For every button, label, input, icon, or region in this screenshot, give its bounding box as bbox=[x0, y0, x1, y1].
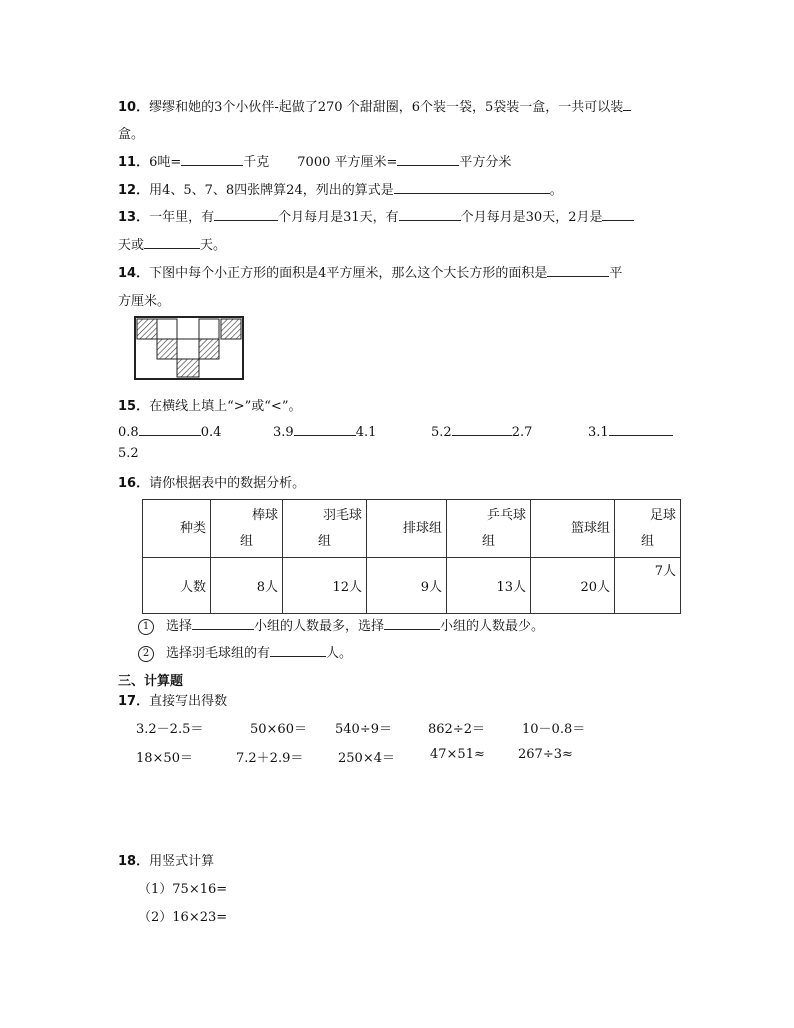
q13-text-5: 天。 bbox=[200, 238, 227, 253]
question-text: 直接写出得数 bbox=[149, 694, 228, 709]
answer-blank[interactable] bbox=[397, 153, 459, 166]
table-cell: 20人 bbox=[531, 558, 615, 614]
question-number: 16． bbox=[118, 476, 150, 491]
hatched-square bbox=[199, 339, 219, 359]
question-number: 10． bbox=[118, 100, 150, 115]
question-text: 在横线上填上“>”或“<”。 bbox=[149, 399, 302, 414]
section-title: 三、计算题 bbox=[118, 674, 184, 689]
question-16 bbox=[118, 472, 305, 491]
hatched-square bbox=[177, 359, 199, 377]
header-line1: 棒球 bbox=[251, 507, 278, 523]
header-line2: 组 bbox=[239, 533, 253, 549]
answer-blank[interactable] bbox=[144, 236, 200, 249]
table-header-row bbox=[143, 500, 681, 558]
calc-item: 50×60＝ bbox=[250, 722, 307, 737]
sub-text: 人。 bbox=[326, 646, 353, 661]
q13-text-3: 个月每月是30天，2月是 bbox=[460, 210, 603, 225]
question-15 bbox=[118, 395, 301, 414]
table-cell: 12人 bbox=[283, 558, 367, 614]
vertical-calc-item: （2）16×23= bbox=[138, 910, 228, 925]
table-cell: 13人 bbox=[447, 558, 531, 614]
question-text-tail: 平 bbox=[609, 266, 623, 281]
grid-figure bbox=[134, 316, 246, 382]
calc-item: 267÷3≈ bbox=[518, 747, 573, 762]
question-number: 13． bbox=[118, 210, 150, 225]
compare-item-4-right: 5.2 bbox=[118, 446, 139, 461]
question-text: 下图中每个小正方形的面积是4平方厘米，那么这个大长方形的面积是 bbox=[149, 266, 548, 281]
punctuation: 。 bbox=[549, 183, 563, 198]
question-17 bbox=[118, 690, 227, 709]
data-table bbox=[142, 499, 681, 614]
sub-text: 选择羽毛球组的有 bbox=[166, 646, 271, 661]
question-18 bbox=[118, 850, 214, 869]
answer-blank[interactable] bbox=[181, 153, 243, 166]
compare-right: 4.1 bbox=[355, 425, 377, 440]
table-header-cell bbox=[615, 500, 681, 558]
question-14-line2: 方厘米。 bbox=[118, 294, 171, 309]
question-12 bbox=[118, 179, 563, 198]
calc-item: 862÷2＝ bbox=[428, 722, 485, 737]
hatched-square bbox=[157, 339, 177, 359]
answer-blank[interactable] bbox=[294, 423, 356, 436]
q11-part-b: 7000 平方厘米= bbox=[297, 155, 398, 170]
question-number: 18． bbox=[118, 854, 150, 869]
compare-item-2 bbox=[273, 423, 376, 440]
circled-number: 2 bbox=[138, 646, 154, 662]
question-text: 缪缪和她的3个小伙伴-起做了270 个甜甜圈，6个装一袋，5袋装一盒，一共可以装 bbox=[149, 100, 624, 115]
answer-blank[interactable] bbox=[270, 644, 326, 657]
question-13 bbox=[118, 206, 634, 225]
header-line2: 组 bbox=[317, 533, 331, 549]
question-text: 请你根据表中的数据分析。 bbox=[149, 476, 306, 491]
calc-item: 18×50＝ bbox=[136, 751, 193, 766]
sub-text: 小组的人数最少。 bbox=[440, 619, 545, 634]
answer-blank[interactable] bbox=[602, 208, 634, 221]
table-cell: 7人 bbox=[615, 558, 681, 614]
calc-item: 47×51≈ bbox=[430, 747, 485, 762]
q13-text-2: 个月每月是31天，有 bbox=[278, 210, 399, 225]
question-number: 11． bbox=[118, 155, 150, 170]
q13-text-1: 一年里，有 bbox=[149, 210, 215, 225]
question-10-end: 盒。 bbox=[118, 127, 145, 142]
compare-right: 2.7 bbox=[511, 425, 533, 440]
table-header-cell bbox=[367, 500, 447, 558]
answer-blank[interactable] bbox=[394, 181, 550, 194]
hatched-square bbox=[221, 319, 241, 339]
table-header-cell bbox=[283, 500, 367, 558]
answer-blank[interactable] bbox=[547, 264, 609, 277]
table-row-label: 人数 bbox=[143, 558, 211, 614]
table-header-cell bbox=[531, 500, 615, 558]
square bbox=[177, 339, 199, 359]
question-number: 15． bbox=[118, 399, 150, 414]
header-line1: 排球组 bbox=[402, 520, 442, 536]
circled-number: 1 bbox=[138, 619, 154, 635]
vertical-calc-item: （1）75×16= bbox=[138, 882, 228, 897]
sub-text: 小组的人数最多，选择 bbox=[254, 619, 385, 634]
question-number: 14． bbox=[118, 266, 150, 281]
header-line2: 组 bbox=[640, 533, 654, 549]
question-13-line2 bbox=[118, 234, 226, 253]
question-14 bbox=[118, 262, 622, 281]
question-11 bbox=[118, 151, 511, 170]
question-text: 用竖式计算 bbox=[149, 854, 215, 869]
q16-sub-2 bbox=[138, 642, 352, 662]
answer-blank[interactable] bbox=[399, 208, 461, 221]
q11-unit-b: 平方分米 bbox=[459, 155, 512, 170]
answer-blank[interactable] bbox=[609, 423, 673, 436]
compare-left: 5.2 bbox=[431, 425, 452, 440]
calc-item: 540÷9＝ bbox=[335, 722, 392, 737]
question-10 bbox=[118, 96, 631, 115]
table-cell: 9人 bbox=[367, 558, 447, 614]
compare-right: 0.4 bbox=[200, 425, 222, 440]
table-header-cell bbox=[211, 500, 283, 558]
header-line1: 篮球组 bbox=[570, 520, 610, 536]
table-header-cell bbox=[447, 500, 531, 558]
header-line1: 羽毛球 bbox=[322, 507, 362, 523]
hatched-square bbox=[137, 319, 157, 339]
question-text: 用4、5、7、8四张牌算24，列出的算式是 bbox=[149, 183, 394, 198]
answer-blank[interactable] bbox=[139, 423, 201, 436]
table-header-label: 种类 bbox=[143, 500, 211, 558]
question-number: 17． bbox=[118, 694, 150, 709]
calc-item: 7.2＋2.9＝ bbox=[236, 751, 304, 766]
q11-part-a: 6吨= bbox=[149, 155, 182, 170]
square bbox=[199, 319, 219, 339]
calc-item: 3.2－2.5＝ bbox=[136, 722, 204, 737]
header-line1: 乒乓球 bbox=[486, 507, 526, 523]
answer-blank[interactable] bbox=[623, 98, 631, 111]
q13-text-4: 天或 bbox=[118, 238, 145, 253]
calc-item: 10－0.8＝ bbox=[522, 722, 586, 737]
table-cell: 8人 bbox=[211, 558, 283, 614]
sub-text: 选择 bbox=[166, 619, 193, 634]
table-row bbox=[143, 558, 681, 614]
compare-left: 3.1 bbox=[588, 425, 609, 440]
header-line2: 组 bbox=[481, 533, 495, 549]
compare-item-1 bbox=[118, 423, 221, 440]
answer-blank[interactable] bbox=[384, 617, 440, 630]
q11-unit-a: 千克 bbox=[243, 155, 270, 170]
compare-item-3 bbox=[431, 423, 532, 440]
compare-left: 0.8 bbox=[118, 425, 139, 440]
answer-blank[interactable] bbox=[214, 208, 278, 221]
q16-sub-1 bbox=[138, 615, 544, 635]
square bbox=[157, 319, 177, 339]
answer-blank[interactable] bbox=[192, 617, 254, 630]
compare-left: 3.9 bbox=[273, 425, 294, 440]
answer-blank[interactable] bbox=[452, 423, 512, 436]
question-number: 12． bbox=[118, 183, 150, 198]
header-line1: 足球 bbox=[649, 507, 676, 523]
compare-item-4 bbox=[588, 423, 673, 440]
calc-item: 250×4＝ bbox=[338, 751, 395, 766]
